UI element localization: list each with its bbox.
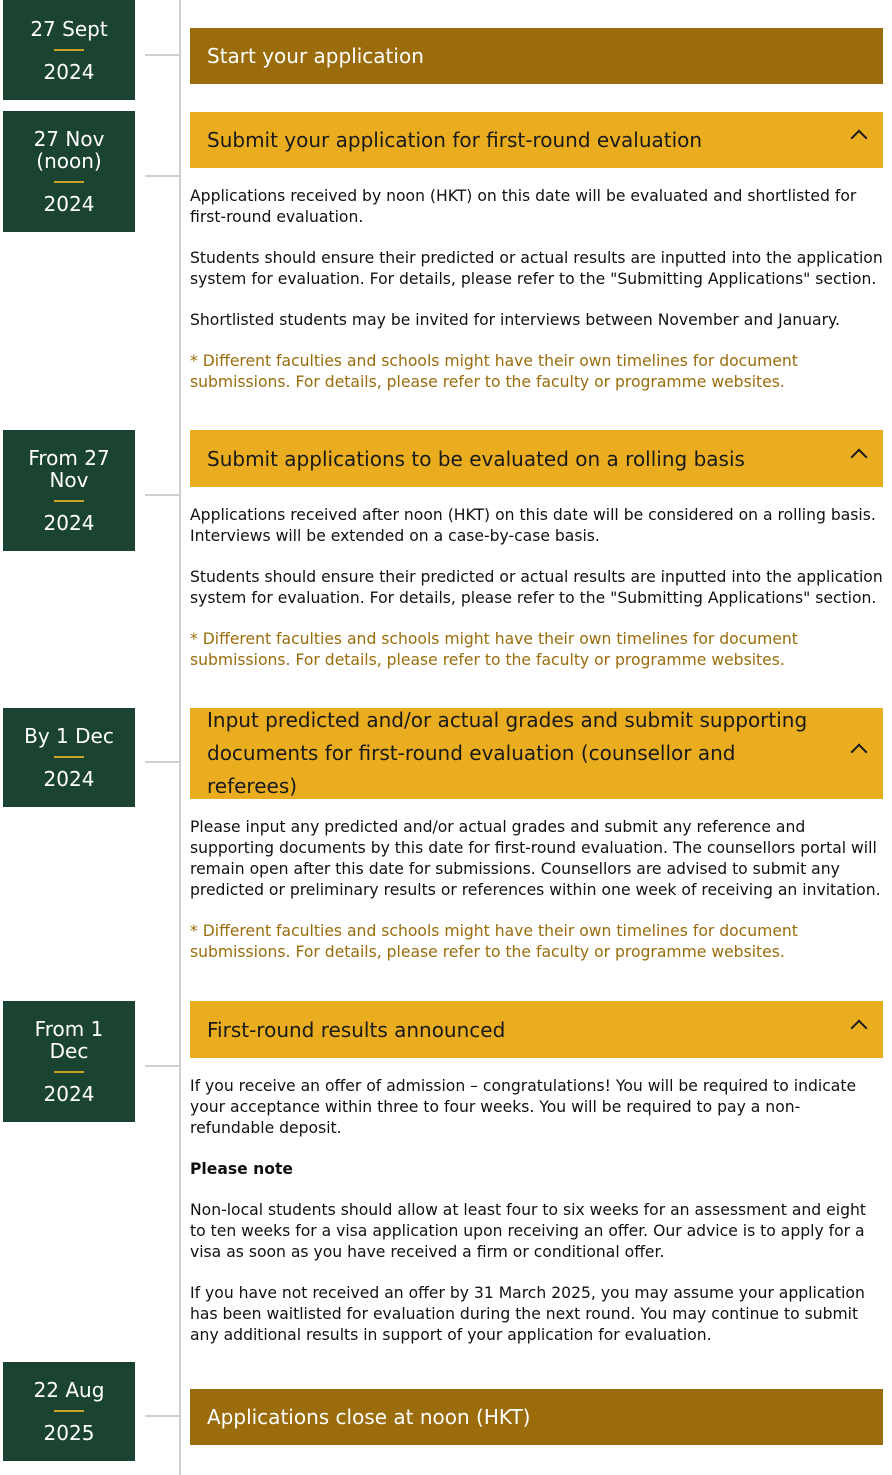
- header-title: Submit your application for first-round evaluation: [207, 128, 703, 152]
- body-paragraph: If you have not received an offer by 31 March 2025, you may assume your application has been waitlisted for evaluation during the next round. You may continue to submit any additional results in support of your application for evaluation.: [190, 1284, 865, 1344]
- timeline-connector: [145, 494, 179, 496]
- date-box-grades: [3, 708, 135, 807]
- header-title: First-round results announced: [207, 1017, 506, 1042]
- header-start-application: [190, 28, 883, 84]
- header-title: Input predicted and/or actual grades and submit supporting documents for first-round evaluation (counsellor and referees): [207, 708, 808, 798]
- header-title: Applications close at noon (HKT): [207, 1405, 531, 1429]
- date-year: 2024: [43, 511, 95, 535]
- body-paragraph: Applications received after noon (HKT) on this date will be considered on a rolling basis. Interviews will be extended on a case-by-case basis.: [190, 506, 876, 545]
- date-separator: [54, 1410, 84, 1412]
- date-label: 27 Sept: [30, 16, 108, 41]
- chevron-up-icon[interactable]: [851, 130, 868, 147]
- date-box-results: [3, 1001, 135, 1122]
- accordion-body-first-round: [190, 186, 883, 413]
- body-paragraph: Please input any predicted and/or actual grades and submit any reference and supporting documents by this date for first-round evaluation. The counsellors portal will remain open after this date for submissions. Counsellors are advised to submit any predicted or preliminary results or references within one week of receiving an invitation.: [190, 818, 881, 899]
- accordion-header-first-round[interactable]: [190, 112, 883, 168]
- timeline-connector: [145, 761, 179, 763]
- timeline-connector: [145, 175, 179, 177]
- accordion-header-results[interactable]: [190, 1001, 883, 1058]
- please-note-heading: Please note: [190, 1160, 294, 1178]
- date-year: 2024: [43, 59, 95, 84]
- chevron-up-icon[interactable]: [851, 1019, 868, 1036]
- date-separator: [54, 181, 84, 183]
- body-paragraph: Shortlisted students may be invited for interviews between November and January.: [190, 311, 840, 329]
- timeline-connector: [145, 1415, 179, 1417]
- body-paragraph: Students should ensure their predicted or actual results are inputted into the application system for evaluation. For details, please refer to the "Submitting Applications" section.: [190, 249, 883, 288]
- body-paragraph: Non-local students should allow at least four to six weeks for an assessment and eight to ten weeks for a visa application upon receiving an offer. Our advice is to apply for a visa as soon as you have received a firm or conditional offer.: [190, 1201, 866, 1261]
- date-label: 22 Aug: [33, 1378, 105, 1402]
- date-box-first-round: [3, 111, 135, 232]
- header-title: Start your application: [207, 44, 424, 68]
- timeline-connector: [145, 54, 179, 56]
- accordion-header-grades[interactable]: [190, 708, 883, 799]
- date-separator: [54, 49, 84, 51]
- faculty-note: * Different faculties and schools might have their own timelines for document submissions. For details, please refer to the faculty or programme websites.: [190, 922, 798, 961]
- faculty-note: * Different faculties and schools might have their own timelines for document submissions. For details, please refer to the faculty or programme websites.: [190, 630, 798, 669]
- body-paragraph: Students should ensure their predicted or actual results are inputted into the application system for evaluation. For details, please refer to the "Submitting Applications" section.: [190, 568, 883, 607]
- faculty-note: * Different faculties and schools might have their own timelines for document submissions. For details, please refer to the faculty or programme websites.: [190, 352, 798, 391]
- date-box-close: [3, 1362, 135, 1461]
- date-year: 2025: [43, 1421, 95, 1445]
- body-paragraph: If you receive an offer of admission – congratulations! You will be required to indicate your acceptance within three to four weeks. You will be required to pay a non-refundable deposit.: [190, 1077, 857, 1137]
- header-applications-close: [190, 1389, 883, 1445]
- date-year: 2024: [43, 192, 95, 216]
- date-year: 2024: [43, 767, 95, 791]
- date-year: 2024: [43, 1082, 95, 1106]
- timeline-connector: [145, 1065, 179, 1067]
- chevron-up-icon[interactable]: [851, 743, 868, 760]
- body-paragraph: Applications received by noon (HKT) on this date will be evaluated and shortlisted for first-round evaluation.: [190, 187, 857, 226]
- date-label: From 27 Nov: [28, 446, 110, 492]
- chevron-up-icon[interactable]: [851, 448, 868, 465]
- date-separator: [54, 500, 84, 502]
- accordion-body-grades: [190, 817, 883, 983]
- date-separator: [54, 1071, 84, 1073]
- date-label: By 1 Dec: [24, 724, 114, 748]
- date-label: 27 Nov (noon): [33, 127, 105, 173]
- header-title: Submit applications to be evaluated on a rolling basis: [207, 446, 745, 471]
- date-label: From 1 Dec: [34, 1017, 104, 1063]
- date-box-start: [3, 0, 135, 100]
- accordion-body-results: [190, 1076, 883, 1366]
- date-separator: [54, 756, 84, 758]
- date-box-rolling: [3, 430, 135, 551]
- accordion-body-rolling: [190, 505, 883, 691]
- accordion-header-rolling[interactable]: [190, 430, 883, 487]
- timeline-line: [179, 0, 181, 1475]
